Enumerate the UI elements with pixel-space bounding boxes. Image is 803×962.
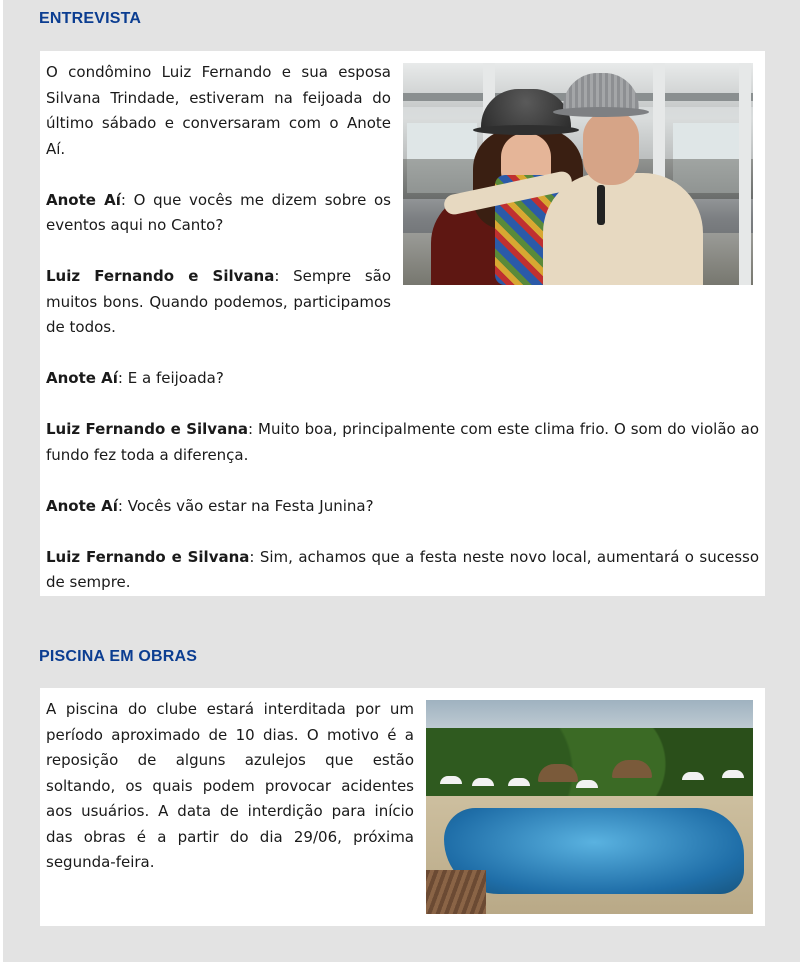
section-title-entrevista: ENTREVISTA bbox=[39, 10, 142, 27]
interview-question-1: Anote Aí: O que vocês me dizem sobre os eventos aqui no Canto? bbox=[46, 190, 391, 234]
interview-answer-1: Luiz Fernando e Silvana: Sempre são muitos bons. Quando podemos, participamos de todos. bbox=[46, 267, 392, 336]
interview-answer-2: Luiz Fernando e Silvana: Muito boa, principalmente com este clima frio. O som do violão ao fundo fez toda a diferença. bbox=[46, 420, 760, 464]
pool-photo bbox=[426, 700, 753, 914]
speaker-anote: Anote Aí bbox=[46, 369, 118, 387]
speaker-luiz-silvana: Luiz Fernando e Silvana bbox=[46, 547, 250, 566]
speaker-luiz-silvana: Luiz Fernando e Silvana bbox=[46, 420, 249, 438]
interview-answer-3: Luiz Fernando e Silvana: Sim, achamos que a festa neste novo local, aumentará o sucesso de sempre. bbox=[46, 547, 760, 591]
speaker-luiz-silvana: Luiz Fernando e Silvana bbox=[46, 267, 275, 285]
newsletter-page bbox=[3, 0, 800, 962]
couple-photo bbox=[403, 63, 753, 285]
pool-notice: A piscina do clube estará interditada por um período aproximado de 10 dias. O motivo é a reposição de alguns azulejos que estão soltando, os quais podem provocar acidentes aos usuários. A data de interdição para início das obras é a partir do dia 29/06, próxima segunda-feira. bbox=[46, 700, 414, 871]
interview-question-3: Anote Aí: Vocês vão estar na Festa Junina? bbox=[46, 496, 374, 515]
interview-card bbox=[40, 51, 765, 596]
interview-intro: O condômino Luiz Fernando e sua esposa Silvana Trindade, estiveram na feijoada do último sábado e conversaram com o Anote Aí. bbox=[46, 63, 391, 158]
interview-question-2: Anote Aí: E a feijoada? bbox=[46, 369, 224, 387]
pool-card bbox=[40, 688, 765, 926]
speaker-anote: Anote Aí bbox=[46, 496, 118, 515]
speaker-anote: Anote Aí bbox=[46, 190, 121, 209]
section-title-piscina: PISCINA EM OBRAS bbox=[39, 648, 198, 665]
